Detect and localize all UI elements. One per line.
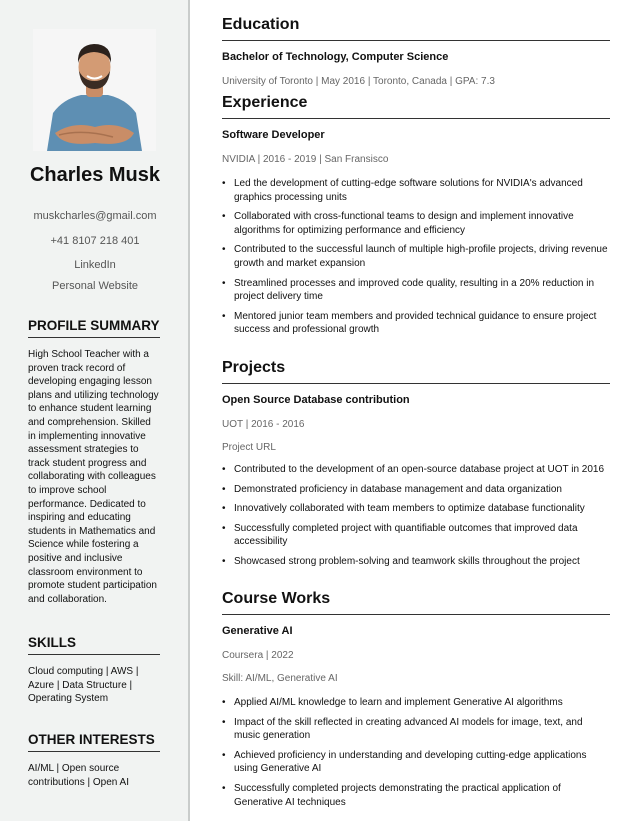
candidate-name: Charles Musk	[29, 164, 161, 186]
experience-bullets	[222, 177, 610, 343]
course-bullets	[222, 696, 610, 815]
linkedin-link[interactable]: LinkedIn	[74, 259, 116, 271]
list-item: • Contributed to the development of an open-source database project at UOT in 2016	[222, 463, 610, 477]
education-degree: Bachelor of Technology, Computer Science	[222, 51, 449, 63]
projects-heading: Projects	[222, 359, 610, 384]
list-item: • Streamlined processes and improved code quality, resulting in a 20% reduction in project delivery time	[222, 277, 610, 304]
phone-number: +41 8107 218 401	[50, 235, 140, 247]
website-link[interactable]: Personal Website	[51, 280, 138, 292]
list-item: • Achieved proficiency in understanding and developing cutting-edge applications using Generative AI	[222, 749, 610, 776]
list-item: • Led the development of cutting-edge software solutions for NVIDIA's advanced graphics processing units	[222, 177, 610, 204]
list-item: • Innovatively collaborated with team members to optimize database functionality	[222, 502, 610, 516]
project-title: Open Source Database contribution	[222, 394, 410, 406]
course-skill: Skill: AI/ML, Generative AI	[222, 673, 338, 684]
project-meta: UOT | 2016 - 2016	[222, 419, 305, 430]
sidebar	[0, 0, 190, 821]
education-meta: University of Toronto | May 2016 | Toronto, Canada | GPA: 7.3	[222, 76, 495, 87]
profile-summary-text: High School Teacher with a proven track record of developing engaging lesson plans and utilizing technology to enhance student learning and comprehension. Skilled in implementing innovative assessment strategies to track student progress and collaborating with colleagues to improve school performance. Dedicated to inspiring and educating students in Mathematics and Science while fostering a positive and inclusive classroom environment to promote student participation and collaboration.	[28, 349, 159, 605]
list-item: • Demonstrated proficiency in database management and data organization	[222, 483, 610, 497]
experience-meta: NVIDIA | 2016 - 2019 | San Fransisco	[222, 154, 389, 165]
course-title: Generative AI	[222, 625, 293, 637]
portrait-illustration	[33, 29, 156, 151]
list-item: • Collaborated with cross-functional teams to design and implement innovative algorithms for optimizing performance and efficiency	[222, 210, 610, 237]
list-item: • Showcased strong problem-solving and teamwork skills throughout the project	[222, 555, 610, 569]
education-heading: Education	[222, 16, 610, 41]
skills-heading: SKILLS	[28, 635, 160, 655]
experience-title: Software Developer	[222, 129, 325, 141]
skills-text: Cloud computing | AWS | Azure | Data Structure | Operating System	[28, 666, 139, 705]
experience-heading: Experience	[222, 94, 610, 119]
other-interests-heading: OTHER INTERESTS	[28, 732, 160, 752]
profile-summary-heading: PROFILE SUMMARY	[28, 318, 160, 338]
project-url-link[interactable]: Project URL	[222, 442, 276, 453]
profile-photo	[33, 29, 156, 151]
list-item: • Successfully completed project with quantifiable outcomes that improved data accessibility	[222, 522, 610, 549]
list-item: • Contributed to the successful launch of multiple high-profile projects, driving revenue growth and market expansion	[222, 243, 610, 270]
other-interests-text: AI/ML | Open source contributions | Open AI	[28, 763, 129, 788]
course-meta: Coursera | 2022	[222, 650, 294, 661]
email-link[interactable]: muskcharles@gmail.com	[33, 210, 157, 222]
list-item: • Applied AI/ML knowledge to learn and implement Generative AI algorithms	[222, 696, 610, 710]
course-works-heading: Course Works	[222, 590, 610, 615]
project-bullets	[222, 463, 610, 575]
list-item: • Mentored junior team members and provided technical guidance to ensure project success and professional growth	[222, 310, 610, 337]
list-item: • Impact of the skill reflected in creating advanced AI models for image, text, and music generation	[222, 716, 610, 743]
list-item: • Successfully completed projects demonstrating the practical application of Generative AI techniques	[222, 782, 610, 809]
